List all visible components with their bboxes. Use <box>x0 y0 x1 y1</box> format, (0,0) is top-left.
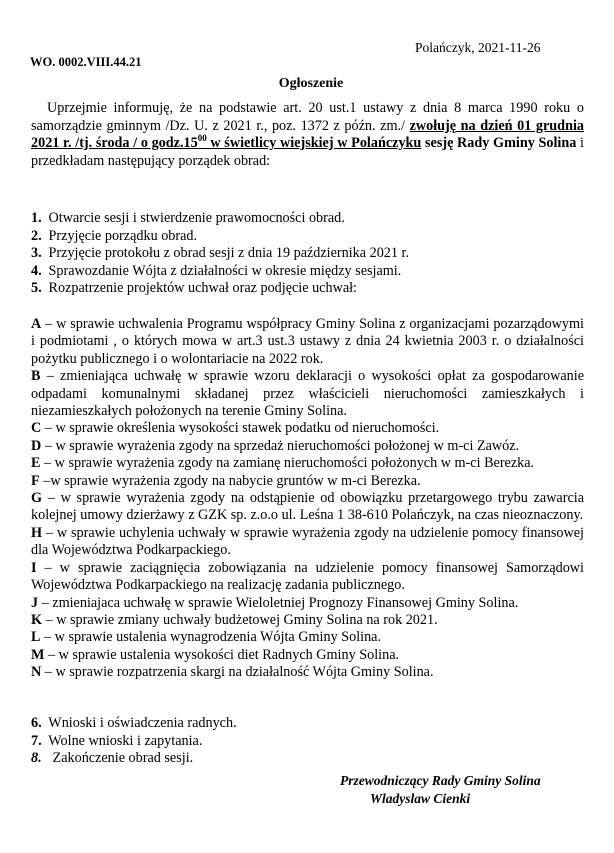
resolution-item <box>31 664 584 681</box>
signature-name: Wladyslaw Cienki <box>370 790 471 806</box>
resolution-text: – w sprawie ustalenia wysokości diet Radnych Gminy Solina. <box>44 646 400 663</box>
resolution-item <box>31 473 584 490</box>
agenda-item-text: Sprawozdanie Wójta z działalności w okresie między sesjami. <box>48 262 402 279</box>
agenda-item-text: Wnioski i oświadczenia radnych. <box>48 715 237 731</box>
agenda-item <box>31 263 591 281</box>
resolution-letter: F <box>31 472 40 489</box>
resolution-list <box>31 316 584 682</box>
agenda-item <box>31 245 591 263</box>
resolution-item <box>31 438 584 455</box>
resolution-item <box>31 525 584 560</box>
resolution-letter: B <box>31 368 41 385</box>
agenda-item-number: 2. <box>31 227 42 244</box>
resolution-text: –w sprawie wyrażenia zgody na nabycie gruntów w m-ci Berezka. <box>39 472 421 489</box>
intro-end-text: i przedkładam następujący porządek obrad: <box>31 135 584 169</box>
resolution-letter: L <box>31 629 41 646</box>
intro-paragraph <box>31 100 584 170</box>
resolution-text: – w sprawie wyrażenia zgody na odstąpienie od obowiązku przetargowego trybu zawarcia kolejnej umowy dzierżawy z GZK sp. z.o.o ul. Leśna 1 38-610 Polańczyk, na czas nieoznaczony. <box>31 490 584 524</box>
intro-text: Uprzejmie informuję, że na podstawie art. 20 ust.1 ustawy z dnia 8 marca 1990 roku o samorządzie gminnym /Dz. U. z 2021 r., poz. 1372 z późn. zm./ <box>31 100 584 134</box>
signature-role: Przewodniczący Rady Gminy Solina <box>340 773 541 788</box>
convene-hour-superscript: 00 <box>197 133 207 143</box>
resolution-item <box>31 595 584 612</box>
resolution-text: – w sprawie zaciągnięcia zobowiązania na udzielenie pomocy finansowej Samorządowi Województwa Podkarpackiego na realizację zadania publicznego. <box>31 559 584 594</box>
resolution-letter: K <box>31 611 43 628</box>
resolution-item <box>31 612 584 629</box>
resolution-letter: N <box>31 664 42 681</box>
reference-number: WO. 0002.VIII.44.21 <box>30 55 142 69</box>
resolution-item <box>31 647 584 664</box>
resolution-text: – w sprawie zmiany uchwały budżetowej Gminy Solina na rok 2021. <box>42 611 438 628</box>
resolution-item <box>31 455 584 472</box>
resolution-item <box>31 316 584 368</box>
agenda-item-number: 7. <box>31 732 42 749</box>
resolution-text: – w sprawie uchylenia uchwały w sprawie wyrażenia zgody na udzielenie pomocy finansowej dla Województwa Podkarpackiego. <box>31 524 584 559</box>
resolution-item <box>31 490 584 525</box>
resolution-text: – zmieniająca uchwałę w sprawie wzoru deklaracji o wysokości opłat za gospodarowanie odpadami komunalnymi składanej przez właścicieli nieruchomości zamieszkałych i niezamieszkałych położonych na terenie Gminy Solina. <box>31 368 584 420</box>
final-agenda-list <box>31 715 237 768</box>
agenda-item-number: 8. <box>31 750 42 766</box>
resolution-text: – w sprawie rozpatrzenia skargi na działalność Wójta Gminy Solina. <box>41 664 434 681</box>
agenda-item-text: Wolne wnioski i zapytania. <box>48 732 203 749</box>
session-name: sesję Rady Gminy Solina <box>425 135 577 151</box>
signature-block <box>340 772 541 807</box>
resolution-item <box>31 629 584 646</box>
agenda-item-text: Przyjęcie porządku obrad. <box>48 227 198 244</box>
resolution-item <box>31 420 584 437</box>
place-date: Polańczyk, 2021-11-26 <box>415 40 541 55</box>
resolution-letter: M <box>31 646 45 663</box>
resolution-letter: E <box>31 455 41 472</box>
resolution-text: – w sprawie uchwalenia Programu współpracy Gminy Solina z organizacjami pozarządowymi i podmiotami , o których mowa w art.3 ust.3 ustawy z dnia 24 kwietnia 2003 r. o działalności pożytku publicznego i o wolontariacie na 2022 rok. <box>31 316 584 367</box>
agenda-item <box>31 228 591 246</box>
resolution-text: – w sprawie ustalenia wynagrodzenia Wójta Gminy Solina. <box>40 629 382 646</box>
resolution-letter: A <box>31 316 42 332</box>
agenda-item <box>31 715 237 733</box>
resolution-letter: D <box>31 437 42 454</box>
agenda-item <box>31 750 237 768</box>
resolution-item <box>31 560 584 595</box>
agenda-list <box>31 210 591 298</box>
agenda-item-number: 3. <box>31 245 42 261</box>
agenda-item <box>31 733 237 751</box>
session-location: w świetlicy wiejskiej w Polańczyku <box>206 135 422 151</box>
resolution-text: – w sprawie wyrażenia zgody na sprzedaż nieruchomości położonej w m-ci Zawóz. <box>41 437 520 454</box>
resolution-item <box>31 368 584 420</box>
agenda-item <box>31 210 591 228</box>
resolution-letter: J <box>31 594 39 611</box>
resolution-letter: I <box>31 559 37 576</box>
agenda-item <box>31 280 591 298</box>
agenda-item-number: 6. <box>31 715 42 731</box>
document-title: Ogłoszenie <box>278 76 344 91</box>
agenda-item-number: 1. <box>31 210 42 226</box>
agenda-item-number: 4. <box>31 262 42 279</box>
resolution-letter: C <box>31 420 42 437</box>
resolution-letter: H <box>31 524 43 541</box>
agenda-item-text: Przyjęcie protokołu z obrad sesji z dnia 19 października 2021 r. <box>48 245 410 261</box>
resolution-text: – w sprawie wyrażenia zgody na zamianę nieruchomości położonych w m-ci Berezka. <box>40 455 535 472</box>
resolution-letter: G <box>31 490 43 507</box>
agenda-item-text: Rozpatrzenie projektów uchwał oraz podjęcie uchwał: <box>48 280 357 296</box>
resolution-text: – w sprawie określenia wysokości stawek podatku od nieruchomości. <box>41 420 440 437</box>
agenda-item-text: Zakończenie obrad sesji. <box>52 750 194 766</box>
agenda-item-text: Otwarcie sesji i stwierdzenie prawomocności obrad. <box>48 210 345 226</box>
convene-date: zwołuję na dzień 01 grudnia 2021 r. /tj. środa / o godz.15 <box>31 117 585 151</box>
agenda-item-number: 5. <box>31 280 42 296</box>
resolution-text: – zmieniajaca uchwałę w sprawie Wieloletniej Prognozy Finansowej Gminy Solina. <box>38 594 519 611</box>
